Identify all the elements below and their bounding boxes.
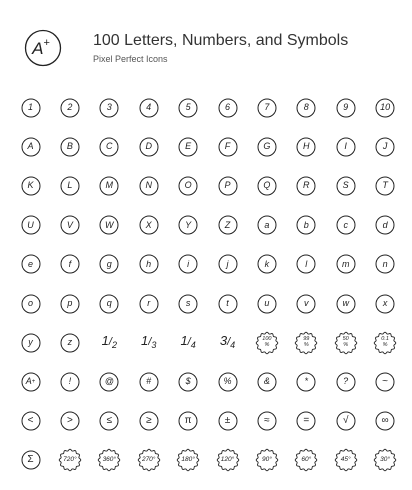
equals-icon bbox=[293, 408, 319, 434]
percent-label: % bbox=[223, 376, 232, 387]
percent-99-label: 99 % bbox=[303, 335, 310, 348]
number-6-icon bbox=[215, 95, 241, 121]
lowercase-b-icon bbox=[293, 212, 319, 238]
ampersand-label: & bbox=[263, 376, 270, 387]
less-equal-icon bbox=[96, 408, 122, 434]
lowercase-c-label: c bbox=[343, 219, 348, 230]
letter-d-icon bbox=[136, 134, 162, 160]
letter-n-label: N bbox=[145, 180, 152, 191]
lowercase-g-icon bbox=[96, 251, 122, 277]
question-icon bbox=[333, 369, 359, 395]
letter-d-label: D bbox=[145, 141, 152, 152]
less-than-icon bbox=[18, 408, 44, 434]
number-1-icon bbox=[18, 95, 44, 121]
letter-m-icon bbox=[96, 173, 122, 199]
lowercase-y-icon bbox=[18, 330, 44, 356]
less-equal-label: ≤ bbox=[106, 415, 113, 427]
degree-270-label: 270° bbox=[141, 456, 156, 464]
letter-m-label: M bbox=[105, 180, 114, 191]
question-label: ? bbox=[343, 376, 349, 387]
plus-minus-label: ± bbox=[224, 415, 231, 427]
letter-v-label: V bbox=[66, 219, 73, 230]
number-6-label: 6 bbox=[224, 102, 230, 112]
degree-360-icon bbox=[96, 447, 122, 473]
a-plus-icon bbox=[18, 369, 44, 395]
letter-q-label: Q bbox=[263, 180, 271, 191]
degree-180-label: 180° bbox=[181, 456, 195, 464]
sigma-icon bbox=[18, 447, 44, 473]
letter-a-label: A bbox=[27, 141, 34, 152]
degree-60-label: 60° bbox=[301, 456, 312, 464]
fraction-third-icon bbox=[136, 330, 162, 356]
lowercase-y-label: y bbox=[28, 337, 33, 348]
number-3-icon bbox=[96, 95, 122, 121]
lowercase-n-icon bbox=[372, 251, 398, 277]
fraction-quarter-icon bbox=[175, 330, 201, 356]
letter-j-label: J bbox=[382, 141, 388, 152]
approx-icon bbox=[254, 408, 280, 434]
lowercase-q-label: q bbox=[106, 298, 112, 308]
lowercase-m-label: m bbox=[341, 258, 350, 269]
infinity-icon bbox=[372, 408, 398, 434]
fraction-half-label: 1 / 2 bbox=[101, 333, 117, 351]
square-root-icon bbox=[333, 408, 359, 434]
tilde-icon bbox=[372, 369, 398, 395]
lowercase-h-icon bbox=[136, 251, 162, 277]
lowercase-l-label: l bbox=[305, 258, 308, 269]
letter-x-icon bbox=[136, 212, 162, 238]
asterisk-icon bbox=[293, 369, 319, 395]
number-8-label: 8 bbox=[303, 102, 309, 112]
letter-e-label: E bbox=[185, 141, 192, 152]
pi-icon bbox=[175, 408, 201, 434]
lowercase-o-icon bbox=[18, 291, 44, 317]
percent-0-1-label: 0.1 % bbox=[381, 335, 389, 348]
equals-label: = bbox=[303, 415, 310, 427]
letter-h-label: H bbox=[303, 141, 310, 152]
lowercase-w-label: w bbox=[342, 298, 349, 308]
degree-720-label: 720° bbox=[63, 456, 77, 464]
number-2-label: 2 bbox=[67, 102, 73, 112]
letter-t-icon bbox=[372, 173, 398, 199]
lowercase-n-label: n bbox=[382, 258, 388, 269]
letter-l-label: L bbox=[67, 180, 73, 191]
degree-270-icon bbox=[136, 447, 162, 473]
page-title: 100 Letters, Numbers, and Symbols bbox=[93, 32, 349, 49]
degree-30-label: 30° bbox=[380, 456, 391, 464]
fraction-three-quarters-label: 3 / 4 bbox=[219, 333, 236, 351]
letter-h-icon bbox=[293, 134, 319, 160]
degree-120-label: 120° bbox=[220, 456, 235, 464]
number-3-label: 3 bbox=[106, 102, 112, 112]
percent-icon bbox=[215, 369, 241, 395]
lowercase-e-label: e bbox=[27, 258, 33, 269]
letter-y-label: Y bbox=[185, 219, 192, 230]
percent-0-1-icon bbox=[372, 330, 398, 356]
number-9-label: 9 bbox=[343, 102, 349, 112]
degree-720-icon bbox=[57, 447, 83, 473]
page-subtitle: Pixel Perfect Icons bbox=[93, 54, 168, 64]
fraction-quarter-label: 1 / 4 bbox=[180, 333, 196, 351]
square-root-label: √ bbox=[342, 415, 349, 427]
at-sign-label: @ bbox=[104, 376, 114, 387]
degree-90-label: 90° bbox=[261, 456, 272, 464]
letter-o-label: O bbox=[184, 180, 192, 191]
lowercase-l-icon bbox=[293, 251, 319, 277]
number-5-icon bbox=[175, 95, 201, 121]
lowercase-q-icon bbox=[96, 291, 122, 317]
lowercase-s-label: s bbox=[185, 298, 191, 308]
letter-p-label: P bbox=[224, 180, 231, 191]
lowercase-v-icon bbox=[293, 291, 319, 317]
number-9-icon bbox=[333, 95, 359, 121]
letter-r-icon bbox=[293, 173, 319, 199]
number-10-icon bbox=[372, 95, 398, 121]
letter-x-label: X bbox=[145, 219, 152, 230]
lowercase-r-label: r bbox=[147, 298, 151, 308]
dollar-label: $ bbox=[185, 376, 191, 387]
number-1-label: 1 bbox=[27, 102, 33, 112]
lowercase-j-label: j bbox=[226, 258, 229, 269]
lowercase-u-icon bbox=[254, 291, 280, 317]
letter-j-icon bbox=[372, 134, 398, 160]
approx-label: ≈ bbox=[264, 415, 270, 427]
greater-than-icon bbox=[57, 408, 83, 434]
degree-60-icon bbox=[293, 447, 319, 473]
lowercase-e-icon bbox=[18, 251, 44, 277]
lowercase-a-label: a bbox=[264, 219, 270, 230]
letter-c-icon bbox=[96, 134, 122, 160]
letter-w-icon bbox=[96, 212, 122, 238]
letter-s-label: S bbox=[342, 180, 349, 191]
letter-u-label: U bbox=[27, 219, 34, 230]
letter-a-icon bbox=[18, 134, 44, 160]
lowercase-p-label: p bbox=[67, 298, 73, 308]
lowercase-u-label: u bbox=[264, 298, 270, 308]
lowercase-h-label: h bbox=[146, 258, 152, 269]
plus-minus-icon bbox=[215, 408, 241, 434]
degree-180-icon bbox=[175, 447, 201, 473]
number-4-label: 4 bbox=[146, 102, 152, 112]
degree-30-icon bbox=[372, 447, 398, 473]
lowercase-t-label: t bbox=[226, 298, 229, 308]
svg-text:A+: A+ bbox=[32, 37, 50, 58]
letter-k-icon bbox=[18, 173, 44, 199]
letter-u-icon bbox=[18, 212, 44, 238]
sigma-label: Σ bbox=[27, 454, 34, 466]
pi-label: π bbox=[184, 415, 192, 427]
percent-99-icon bbox=[293, 330, 319, 356]
greater-equal-label: ≥ bbox=[145, 415, 152, 427]
letter-v-icon bbox=[57, 212, 83, 238]
letter-b-icon bbox=[57, 134, 83, 160]
number-4-icon bbox=[136, 95, 162, 121]
lowercase-w-icon bbox=[333, 291, 359, 317]
percent-50-label: 50 % bbox=[342, 335, 349, 348]
percent-100-label: 100 % bbox=[262, 335, 272, 348]
hash-label: # bbox=[146, 376, 152, 387]
fraction-half-icon bbox=[96, 330, 122, 356]
letter-i-label: I bbox=[344, 141, 347, 152]
lowercase-m-icon bbox=[333, 251, 359, 277]
lowercase-o-label: o bbox=[27, 298, 33, 308]
letter-n-icon bbox=[136, 173, 162, 199]
letter-b-label: B bbox=[66, 141, 73, 152]
lowercase-z-label: z bbox=[67, 337, 73, 348]
lowercase-a-icon bbox=[254, 212, 280, 238]
letter-w-label: W bbox=[105, 219, 114, 230]
number-7-icon bbox=[254, 95, 280, 121]
letter-i-icon bbox=[333, 134, 359, 160]
letter-z-icon bbox=[215, 212, 241, 238]
exclamation-label: ! bbox=[68, 376, 72, 387]
lowercase-x-label: x bbox=[382, 298, 388, 308]
lowercase-d-icon bbox=[372, 212, 398, 238]
lowercase-i-label: i bbox=[187, 258, 190, 269]
lowercase-x-icon bbox=[372, 291, 398, 317]
letter-l-icon bbox=[57, 173, 83, 199]
lowercase-t-icon bbox=[215, 291, 241, 317]
tilde-label: ~ bbox=[382, 375, 389, 387]
letter-c-label: C bbox=[106, 141, 113, 152]
letter-o-icon bbox=[175, 173, 201, 199]
letter-g-label: G bbox=[263, 141, 271, 152]
greater-than-label: > bbox=[66, 415, 73, 427]
lowercase-c-icon bbox=[333, 212, 359, 238]
infinity-label: ∞ bbox=[381, 415, 389, 427]
degree-120-icon bbox=[215, 447, 241, 473]
dollar-icon bbox=[175, 369, 201, 395]
exclamation-icon bbox=[57, 369, 83, 395]
letter-y-icon bbox=[175, 212, 201, 238]
letter-p-icon bbox=[215, 173, 241, 199]
letter-r-label: R bbox=[303, 180, 310, 191]
lowercase-f-icon bbox=[57, 251, 83, 277]
lowercase-v-label: v bbox=[304, 298, 309, 308]
lowercase-b-label: b bbox=[303, 219, 309, 230]
lowercase-i-icon bbox=[175, 251, 201, 277]
letter-e-icon bbox=[175, 134, 201, 160]
percent-50-icon bbox=[333, 330, 359, 356]
lowercase-d-label: d bbox=[382, 219, 388, 230]
letter-q-icon bbox=[254, 173, 280, 199]
degree-90-icon bbox=[254, 447, 280, 473]
lowercase-r-icon bbox=[136, 291, 162, 317]
lowercase-g-label: g bbox=[106, 258, 112, 269]
number-10-label: 10 bbox=[380, 102, 391, 112]
fraction-third-label: 1 / 3 bbox=[141, 333, 157, 351]
lowercase-p-icon bbox=[57, 291, 83, 317]
fraction-three-quarters-icon bbox=[215, 330, 241, 356]
less-than-label: < bbox=[27, 415, 34, 427]
hash-icon bbox=[136, 369, 162, 395]
degree-45-icon bbox=[333, 447, 359, 473]
lowercase-z-icon bbox=[57, 330, 83, 356]
ampersand-icon bbox=[254, 369, 280, 395]
number-2-icon bbox=[57, 95, 83, 121]
letter-g-icon bbox=[254, 134, 280, 160]
number-8-icon bbox=[293, 95, 319, 121]
lowercase-k-label: k bbox=[264, 258, 270, 269]
letter-s-icon bbox=[333, 173, 359, 199]
letter-f-label: F bbox=[224, 141, 231, 152]
asterisk-label: * bbox=[304, 376, 309, 387]
degree-360-label: 360° bbox=[102, 456, 117, 464]
number-7-label: 7 bbox=[264, 102, 270, 112]
letter-k-label: K bbox=[27, 180, 34, 191]
lowercase-k-icon bbox=[254, 251, 280, 277]
lowercase-s-icon bbox=[175, 291, 201, 317]
lowercase-j-icon bbox=[215, 251, 241, 277]
letter-z-label: Z bbox=[224, 219, 231, 230]
number-5-label: 5 bbox=[185, 102, 191, 112]
greater-equal-icon bbox=[136, 408, 162, 434]
letter-f-icon bbox=[215, 134, 241, 160]
at-sign-icon bbox=[96, 369, 122, 395]
a-plus-label: A + bbox=[25, 376, 36, 387]
degree-45-label: 45° bbox=[340, 456, 351, 464]
percent-100-icon bbox=[254, 330, 280, 356]
letter-t-label: T bbox=[382, 180, 388, 191]
lowercase-f-label: f bbox=[68, 258, 72, 269]
